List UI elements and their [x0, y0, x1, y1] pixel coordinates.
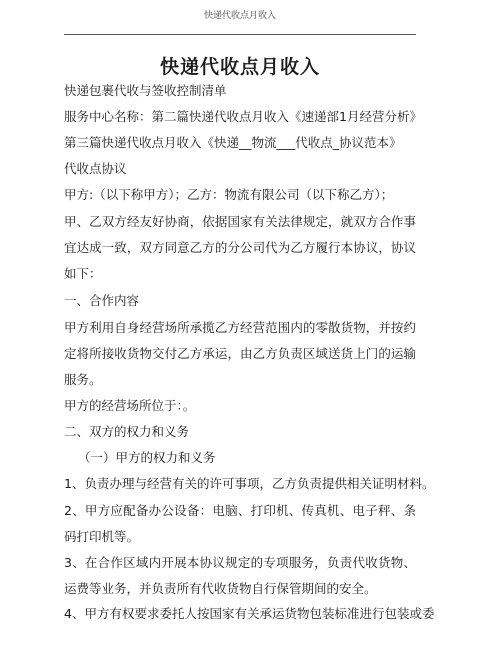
paragraph-1: 甲、乙双方经友好协商，依据国家有关法律规定，就双方合作事宜达成一致，双方同意乙方的分公司代为乙方履行本协议，协议如下：	[64, 214, 416, 281]
body-line-4: 代收点协议	[64, 161, 127, 176]
list-item-4: 4、甲方有权要求委托人按国家有关承运货物包装标准进行包装或委	[64, 606, 435, 621]
body-line-5: 甲方:（以下称甲方）；乙方：物流有限公司（以下称乙方）；	[64, 187, 394, 202]
document-title: 快递代收点月收入	[159, 56, 320, 78]
body-line-1: 快递包裹代收与签收控制清单	[64, 83, 227, 98]
list-item-2: 2、甲方应配备办公设备：电脑、打印机、传真机、电子秤、条码打印机等。	[64, 503, 416, 544]
list-item-3: 3、在合作区域内开展本协议规定的专项服务，负责代收货物、运费等业务，并负责所有代收货物自行保管期间的安全。	[64, 555, 416, 596]
section-heading-1: 一、合作内容	[64, 293, 140, 308]
section-heading-2: 二、双方的权力和义务	[64, 424, 190, 439]
body-line-3: 第三篇快递代收点月收入《快递__物流___代收点_协议范本》	[64, 135, 402, 150]
list-item-1: 1、负责办理与经营有关的许可事项，乙方负责提供相关证明材料。	[64, 476, 435, 491]
paragraph-2: 甲方利用自身经营场所承揽乙方经营范围内的零散货物，并按约定将所接收货物交付乙方承运，由乙方负责区域送货上门的运输服务。	[64, 320, 416, 387]
header-rule	[64, 34, 416, 35]
running-header: 快递代收点月收入	[203, 11, 276, 21]
body-line-2: 服务中心名称：第二篇快递代收点月收入《速递部1月经营分析》	[64, 109, 422, 124]
body-line-6: 甲方的经营场所位于：。	[64, 398, 196, 413]
subsection-heading-1: （一）甲方的权力和义务	[78, 450, 216, 465]
